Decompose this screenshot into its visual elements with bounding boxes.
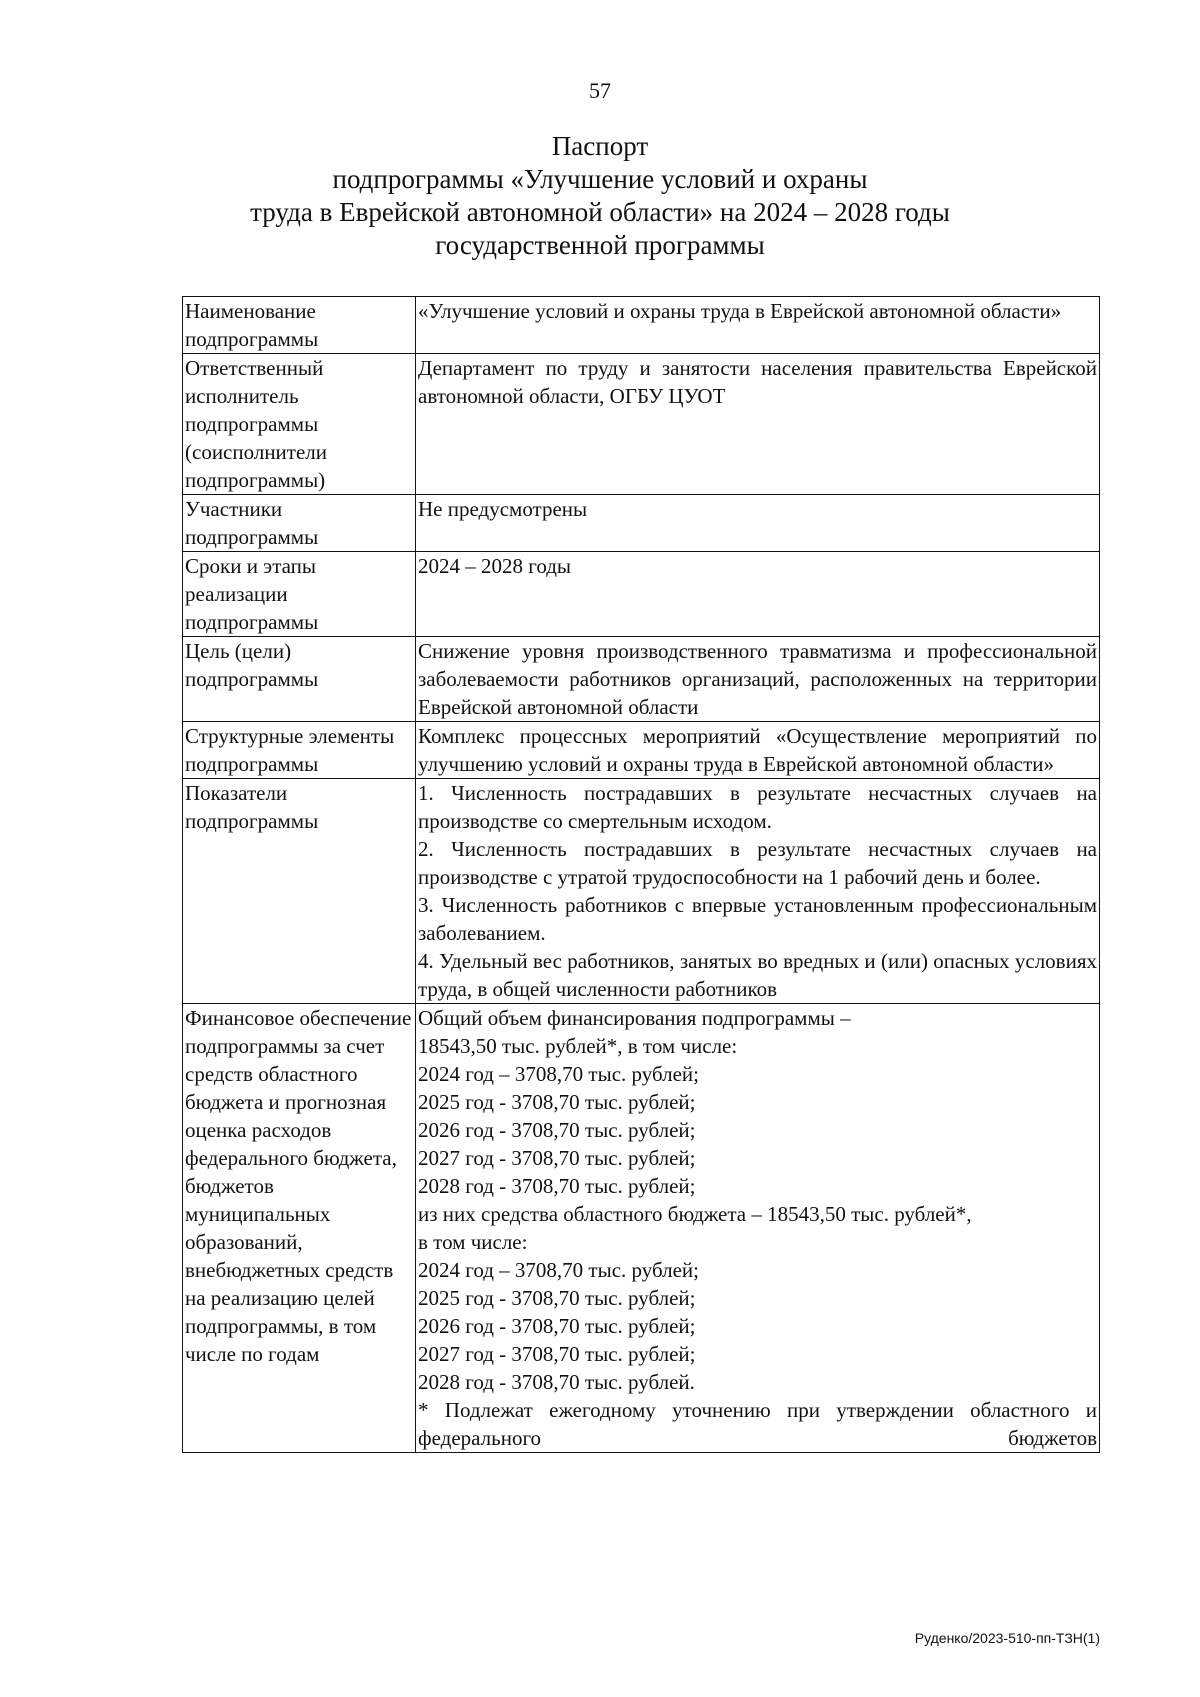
finance-note: * Подлежат ежегодному уточнению при утверждении областного и федерального бюджетов (418, 1398, 1097, 1450)
structure-value: Комплекс процессных мероприятий «Осуществление мероприятий по улучшению условий и охраны труда в Еврейской автономной области» (418, 724, 1097, 776)
finance-line: 2026 год - 3708,70 тыс. рублей; (418, 1118, 696, 1142)
indicator-item: 1. Численность пострадавших в результате несчастных случаев на производстве со смертельным исходом. (418, 781, 1097, 833)
row-value (416, 354, 1100, 495)
finance-line: в том числе: (418, 1230, 528, 1254)
row-value (416, 1004, 1100, 1453)
finance-line: 18543,50 тыс. рублей*, в том числе: (418, 1034, 738, 1058)
finance-line: из них средства областного бюджета – 18543,50 тыс. рублей*, (418, 1202, 972, 1226)
page-number: 57 (589, 78, 611, 103)
row-label: Участники подпрограммы (183, 495, 416, 552)
passport-table (182, 296, 1100, 1453)
finance-line: 2027 год - 3708,70 тыс. рублей; (418, 1342, 696, 1366)
terms-value: 2024 – 2028 годы (418, 554, 572, 578)
finance-line: 2028 год - 3708,70 тыс. рублей. (418, 1370, 695, 1394)
row-value (416, 552, 1100, 637)
row-label: Цель (цели) подпрограммы (183, 637, 416, 722)
row-label: Ответственный исполнитель подпрограммы (соисполнители подпрограммы) (183, 354, 416, 495)
finance-line: 2025 год - 3708,70 тыс. рублей; (418, 1090, 696, 1114)
goal-value: Снижение уровня производственного травматизма и профессиональной заболеваемости работников организаций, расположенных на территории Еврейской автономной области (418, 639, 1097, 719)
title-line-4: государственной программы (435, 230, 765, 260)
table-row-finance (183, 1004, 1100, 1453)
indicator-item: 2. Численность пострадавших в результате несчастных случаев на производстве с утратой трудоспособности на 1 рабочий день и более. (418, 837, 1097, 889)
title-line-3: труда в Еврейской автономной области» на 2024 – 2028 годы (250, 197, 950, 227)
subprogram-name-value: «Улучшение условий и охраны труда в Еврейской автономной области» (418, 299, 1062, 323)
footer-document-code: Руденко/2023-510-пп-ТЗН(1) (914, 1630, 1100, 1646)
title-line-2: подпрограммы «Улучшение условий и охраны (332, 164, 868, 194)
table-row-participants (183, 495, 1100, 552)
table-row-goal (183, 637, 1100, 722)
row-value (416, 779, 1100, 1004)
finance-line: 2026 год - 3708,70 тыс. рублей; (418, 1314, 696, 1338)
table-row-terms (183, 552, 1100, 637)
finance-line: 2024 год – 3708,70 тыс. рублей; (418, 1258, 700, 1282)
table-row-executor (183, 354, 1100, 495)
table-row-indicators (183, 779, 1100, 1004)
row-label: Сроки и этапы реализации подпрограммы (183, 552, 416, 637)
row-label: Финансовое обеспечение подпрограммы за счет средств областного бюджета и прогнозная оценка расходов федерального бюджета, бюджетов муниципальных образований, внебюджетных средств на реализацию целей подпрограммы, в том числе по годам (183, 1004, 416, 1453)
table-row-name (183, 297, 1100, 354)
row-label: Структурные элементы подпрограммы (183, 722, 416, 779)
finance-line: Общий объем финансирования подпрограммы – (418, 1006, 851, 1030)
row-label: Показатели подпрограммы (183, 779, 416, 1004)
finance-line: 2027 год - 3708,70 тыс. рублей; (418, 1146, 696, 1170)
row-value (416, 297, 1100, 354)
participants-value: Не предусмотрены (418, 497, 588, 521)
finance-line: 2025 год - 3708,70 тыс. рублей; (418, 1286, 696, 1310)
row-value (416, 722, 1100, 779)
finance-line: 2024 год – 3708,70 тыс. рублей; (418, 1062, 700, 1086)
row-value (416, 495, 1100, 552)
row-label: Наименование подпрограммы (183, 297, 416, 354)
table-row-structure (183, 722, 1100, 779)
row-value (416, 637, 1100, 722)
document-title (0, 130, 1200, 262)
indicator-item: 3. Численность работников с впервые установленным профессиональным заболеванием. (418, 893, 1097, 945)
finance-line: 2028 год - 3708,70 тыс. рублей; (418, 1174, 696, 1198)
indicator-item: 4. Удельный вес работников, занятых во вредных и (или) опасных условиях труда, в общей численности работников (418, 949, 1097, 1001)
title-line-1: Паспорт (551, 131, 649, 161)
executor-value: Департамент по труду и занятости населения правительства Еврейской автономной области, ОГБУ ЦУОТ (418, 356, 1097, 408)
